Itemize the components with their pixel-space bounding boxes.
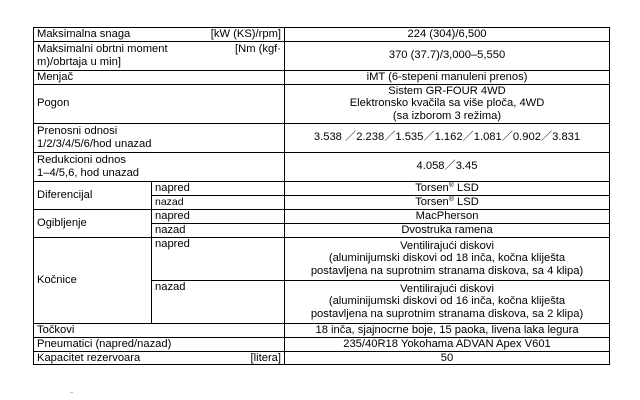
row-spare: [34, 351, 610, 365]
differential-label: Diferencijal: [34, 181, 152, 209]
brakes-label: Kočnice: [34, 237, 152, 323]
drive-label: Pogon: [34, 84, 285, 123]
brakes-front-line-3: postavljena na suprotnim stranama diskova, sa 4 klipa): [310, 264, 584, 277]
max-torque-unit: [Nm (kgf·: [235, 43, 282, 55]
brakes-front-value: [285, 237, 610, 280]
row-brakes-front: [34, 237, 610, 280]
row-differential-front: [34, 181, 610, 195]
drive-value: [285, 84, 610, 123]
brakes-rear-line-3: postavljena na suprotnim stranama diskova, sa 2 klipa): [310, 307, 584, 320]
tires-label: Pneumatici (napred/nazad): [34, 337, 285, 351]
row-gear-ratios: [34, 123, 610, 152]
brakes-front-line-2: (aluminijumski diskovi od 18 inča, kočna kliješta: [328, 252, 566, 265]
brakes-rear-line-1: Ventilirajući diskovi: [400, 282, 494, 295]
row-suspension-front: [34, 209, 610, 223]
gearbox-label: Menjač: [34, 70, 285, 84]
max-power-label: Maksimalna snaga: [37, 28, 131, 40]
suspension-label: Ogibljenje: [34, 209, 152, 237]
max-torque-unit-2: m)/obrtaja u min]: [37, 55, 121, 68]
row-tires: [34, 337, 610, 351]
reduction-label-1: Redukcioni odnos: [37, 154, 126, 166]
differential-rear-brand: Torsen: [415, 195, 449, 208]
tires-value: 235/40R18 Yokohama ADVAN Apex V601: [285, 337, 610, 351]
spare-value: 50: [285, 351, 610, 365]
drive-line-2: Elektronsko kvačila sa više ploča, 4WD: [349, 97, 545, 110]
differential-front-label: napred: [152, 181, 285, 195]
spec-table: [33, 27, 610, 365]
registered-mark-rear: ®: [448, 195, 454, 203]
spare-label-cell: [34, 351, 285, 365]
gearbox-value: iMT (6-stepeni manuleni prenos): [285, 70, 610, 84]
brakes-rear-line-2: (aluminijumski diskovi od 16 inča, kočna kliješta: [328, 295, 566, 308]
row-gearbox: [34, 70, 610, 84]
spare-unit: [litera]: [250, 351, 282, 364]
max-torque-label: Maksimalni obrtni moment: [37, 43, 168, 55]
suspension-rear-value: Dvostruka ramena: [285, 223, 610, 237]
page-mark: [70, 392, 73, 393]
differential-front-brand: Torsen: [415, 181, 449, 194]
gear-ratios-label: [34, 123, 285, 152]
row-max-torque: [34, 41, 610, 70]
reduction-label-2: 1–4/5,6, hod unazad: [37, 166, 140, 179]
reduction-label: [34, 152, 285, 181]
drive-line-3: (sa izborom 3 režima): [392, 109, 502, 122]
max-power-label-cell: [34, 28, 285, 42]
gear-ratios-value: 3.538 ／2.238／1.535／1.162／1.081／0.902／3.831: [285, 123, 610, 152]
gear-ratios-label-2: 1/2/3/4/5/6/hod unazad: [37, 137, 152, 150]
max-power-value: 224 (304)/6,500: [285, 28, 610, 42]
suspension-front-value: MacPherson: [285, 209, 610, 223]
suspension-rear-label: nazad: [152, 223, 285, 237]
row-wheels: [34, 323, 610, 337]
wheels-value: 18 inča, sjajnocrne boje, 15 paoka, livena laka legura: [285, 323, 610, 337]
suspension-front-label: napred: [152, 209, 285, 223]
brakes-rear-value: [285, 280, 610, 323]
row-reduction: [34, 152, 610, 181]
differential-rear-label: nazad: [152, 195, 285, 209]
differential-front-suffix: LSD: [453, 181, 479, 194]
gear-ratios-label-1: Prenosni odnosi: [37, 125, 118, 137]
drive-line-1: Sistem GR-FOUR 4WD: [388, 84, 506, 97]
wheels-label: Točkovi: [34, 323, 285, 337]
max-power-unit: [kW (KS)/rpm]: [210, 28, 282, 40]
differential-rear-suffix: LSD: [453, 195, 479, 208]
row-drive: [34, 84, 610, 123]
row-max-power: [34, 28, 610, 42]
brakes-front-label: napred: [152, 237, 285, 280]
brakes-rear-label: nazad: [152, 280, 285, 323]
spare-label: Kapacitet rezervoara: [37, 351, 141, 364]
registered-mark-front: ®: [448, 181, 454, 189]
max-torque-label-cell: [34, 41, 285, 70]
reduction-value: 4.058／3.45: [285, 152, 610, 181]
max-torque-value: 370 (37.7)/3,000–5,550: [285, 41, 610, 70]
brakes-front-line-1: Ventilirajući diskovi: [400, 239, 494, 252]
differential-front-value: [285, 181, 610, 195]
differential-rear-value: [285, 195, 610, 209]
